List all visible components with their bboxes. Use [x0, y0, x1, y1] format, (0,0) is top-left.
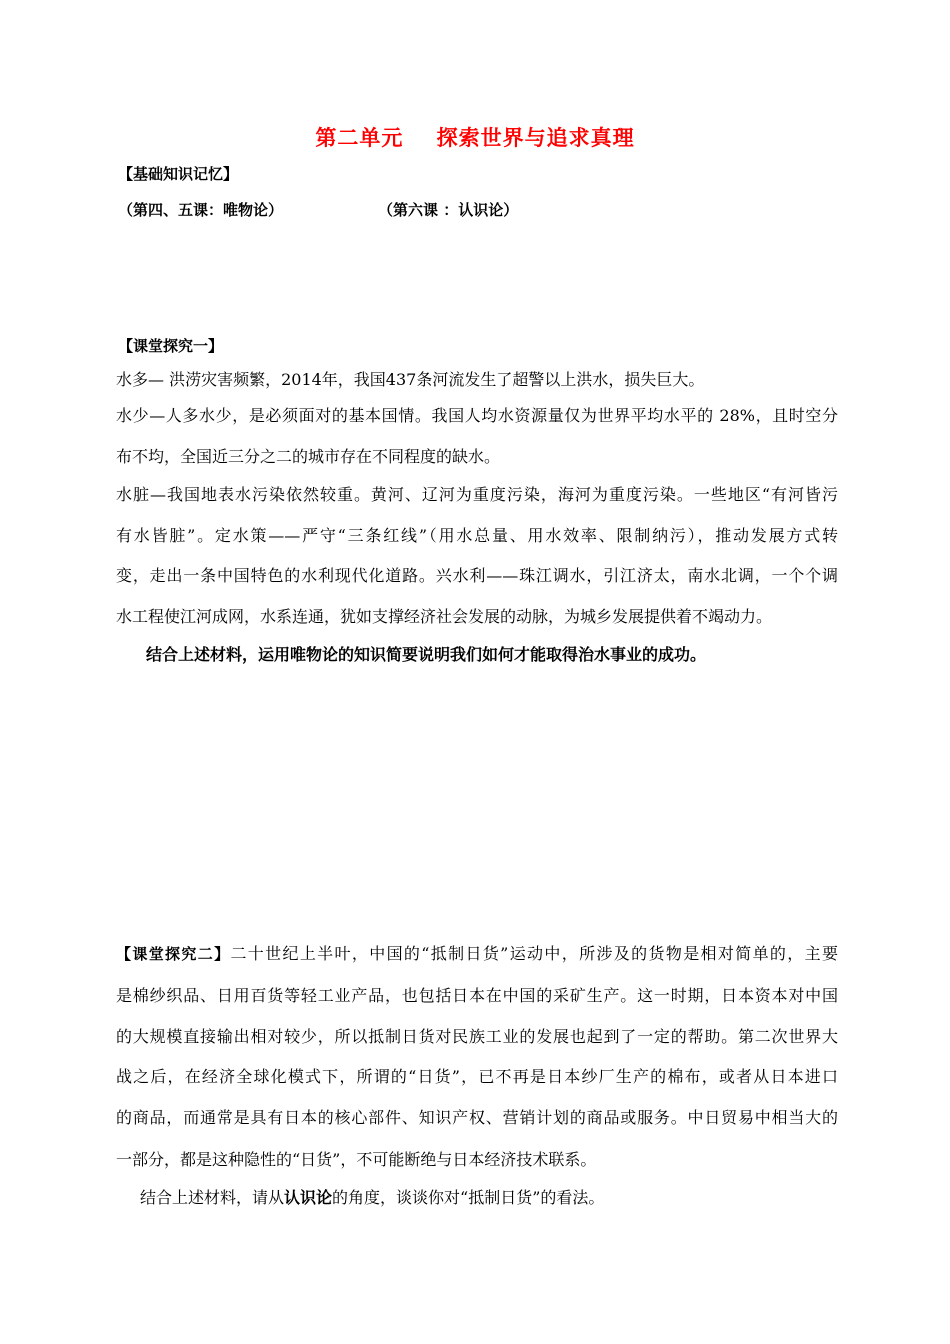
lesson-materialism-label: （第四、五课：唯物论） [118, 201, 284, 219]
explore-one-line: 水多— 洪涝灾害频繁，2014年，我国437条河流发生了超警以上洪水，损失巨大。 [116, 370, 705, 389]
section-basic-heading: 【基础知识记忆】 [118, 165, 239, 183]
explore-one-line: 水工程使江河成网，水系连通，犹如支撑经济社会发展的动脉，为城乡发展提供着不竭动力。 [116, 607, 773, 626]
explore-one-heading: 【课堂探究一】 [118, 337, 224, 355]
explore-two-line: 一部分，都是这种隐性的“日货”，不可能断绝与日本经济技术联系。 [116, 1150, 597, 1169]
explore-two-question-keyword: 认识论 [284, 1188, 333, 1207]
explore-two-first-line [116, 944, 838, 964]
explore-one-line: 水少—人多水少，是必须面对的基本国情。我国人均水资源量仅为世界平均水平的 28%，且时空分 [116, 406, 838, 425]
explore-two-line: 战之后，在经济全球化模式下，所谓的“日货”，已不再是日本纱厂生产的棉布，或者从日本进口 [116, 1067, 838, 1086]
explore-two-question-post: 的角度，谈谈你对“抵制日货”的看法。 [332, 1188, 605, 1207]
explore-two-question [140, 1188, 840, 1208]
unit-title: 第二单元 探索世界与追求真理 [315, 126, 635, 150]
explore-two-heading: 【课堂探究二】 [116, 945, 231, 963]
explore-two-question-pre: 结合上述材料，请从 [140, 1188, 285, 1207]
explore-one-line: 有水皆脏”。定水策——严守“三条红线”（用水总量、用水效率、限制纳污），推动发展方式转 [116, 526, 838, 545]
explore-two-line: 二十世纪上半叶，中国的“抵制日货”运动中，所涉及的货物是相对简单的，主要 [230, 944, 838, 963]
explore-one-line: 布不均，全国近三分之二的城市存在不同程度的缺水。 [116, 447, 501, 466]
explore-two-line: 的大规模直接输出相对较少，所以抵制日货对民族工业的发展也起到了一定的帮助。第二次世界大 [116, 1027, 838, 1046]
explore-one-line: 变，走出一条中国特色的水利现代化道路。兴水利——珠江调水，引江济太，南水北调，一个个调 [116, 566, 838, 585]
explore-two-line: 是棉纱织品、日用百货等轻工业产品，也包括日本在中国的采矿生产。这一时期，日本资本对中国 [116, 986, 838, 1005]
explore-one-question: 结合上述材料，运用唯物论的知识简要说明我们如何才能取得治水事业的成功。 [146, 645, 707, 664]
explore-one-line: 水脏—我国地表水污染依然较重。黄河、辽河为重度污染，海河为重度污染。一些地区“有河皆污 [116, 485, 838, 504]
lesson-epistemology-label: （第六课 ：认识论） [378, 201, 519, 219]
explore-two-line: 的商品，而通常是具有日本的核心部件、知识产权、营销计划的商品或服务。中日贸易中相当大的 [116, 1108, 838, 1127]
